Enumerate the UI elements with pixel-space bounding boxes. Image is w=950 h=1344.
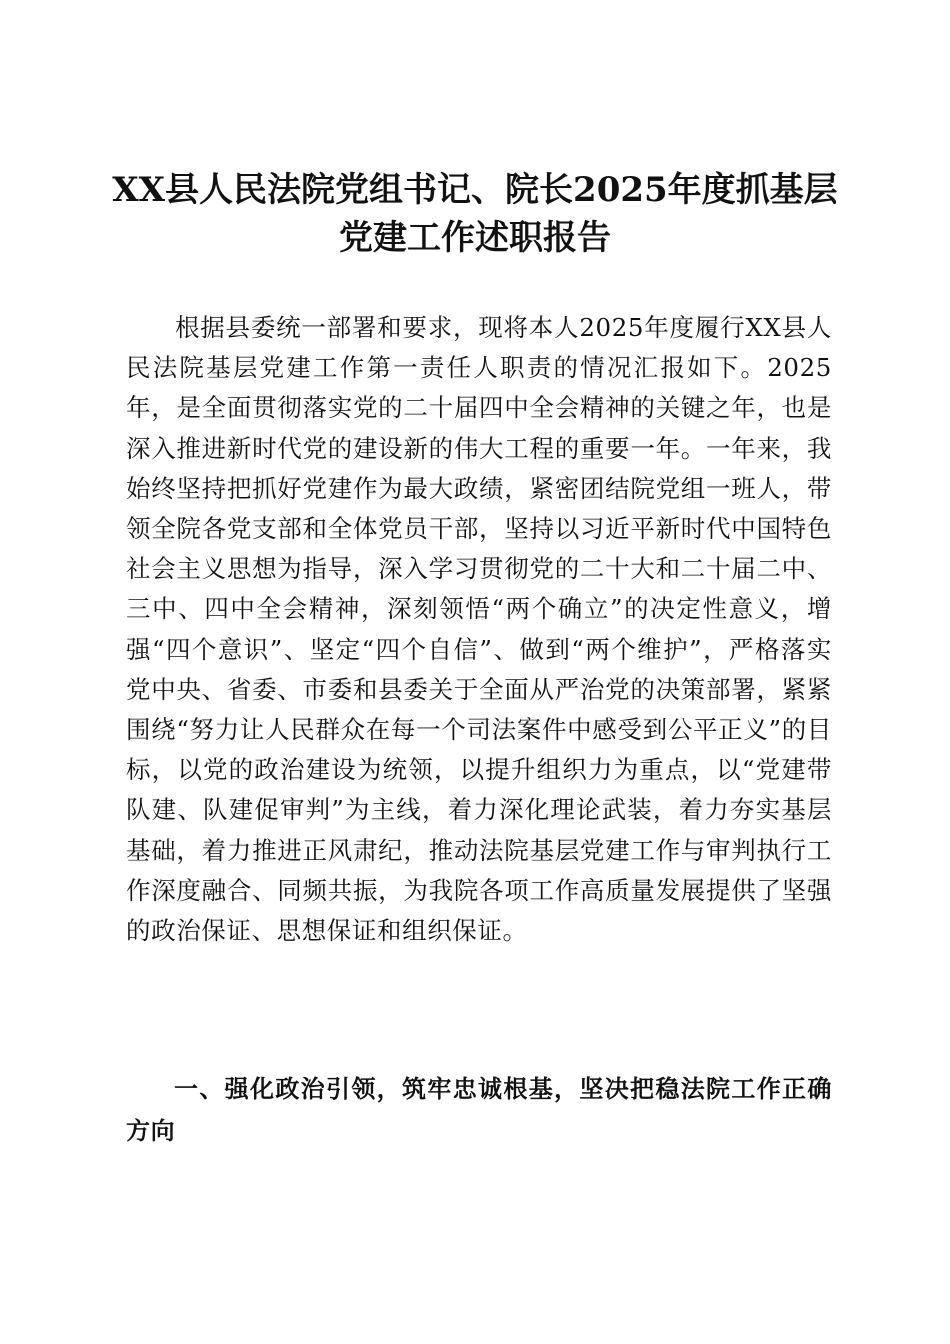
report-title: XX县人民法院党组书记、院长2025年度抓基层党建工作述职报告 [112,170,838,258]
section-heading-1: 一、强化政治引领，筑牢忠诚根基，坚决把稳法院工作正确方向 [126,1075,832,1145]
intro-paragraph: 根据县委统一部署和要求，现将本人2025年度履行XX县人民法院基层党建工作第一责任人职责的情况汇报如下。2025年，是全面贯彻落实党的二十届四中全会精神的关键之年，也是深入推进新时代党的建设新的伟大工程的重要一年。一年来，我始终坚持把抓好党建作为最大政绩，紧密团结院党组一班人，带领全院各党支部和全体党员干部，坚持以习近平新时代中国特色社会主义思想为指导，深入学习贯彻党的二十大和二十届二中、三中、四中全会精神，深刻领悟“两个确立”的决定性意义，增强“四个意识”、坚定“四个自信”、做到“两个维护”，严格落实党中央、省委、市委和县委关于全面从严治党的决策部署，紧紧围绕“努力让人民群众在每一个司法案件中感受到公平正义”的目标，以党的政治建设为统领，以提升组织力为重点，以“党建带队建、队建促审判”为主线，着力深化理论武装，着力夯实基层基础，着力推进正风肃纪，推动法院基层党建工作与审判执行工作深度融合、同频共振，为我院各项工作高质量发展提供了坚强的政治保证、思想保证和组织保证。 [126,313,832,946]
